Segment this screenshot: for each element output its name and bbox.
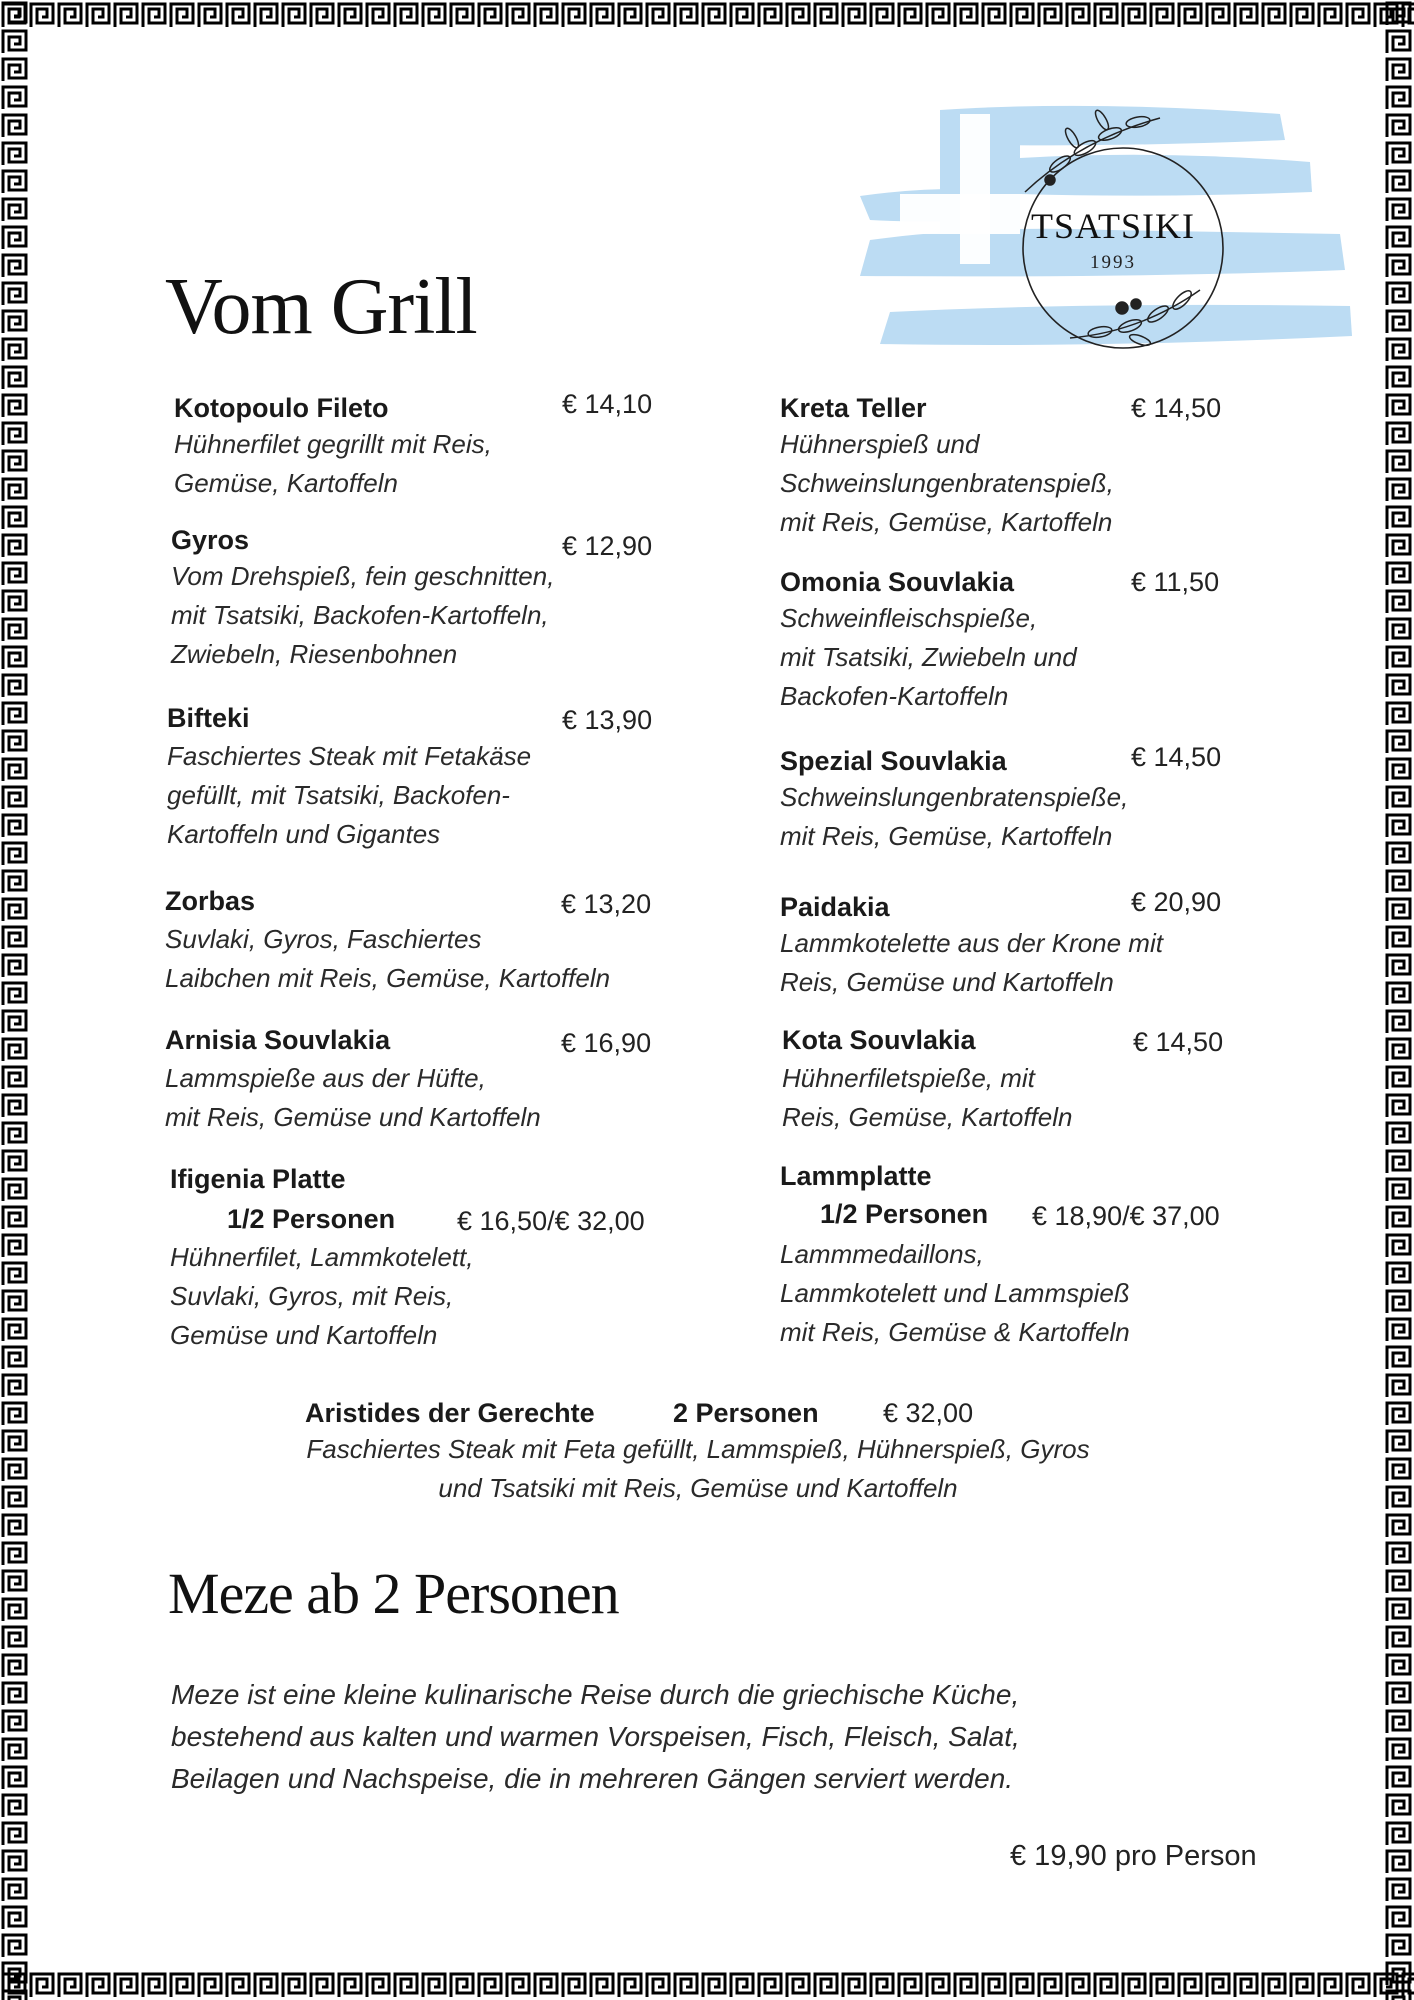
item-price: € 13,20: [561, 889, 652, 919]
item-name: Kotopoulo Fileto: [174, 393, 389, 423]
meze-price: € 19,90 pro Person: [1010, 1840, 1257, 1872]
logo-name: TSATSIKI: [1030, 206, 1195, 246]
item-price: € 14,50: [1133, 1027, 1224, 1057]
featured-name: Aristides der Gerechte: [305, 1398, 595, 1428]
item-price: € 14,50: [1131, 742, 1222, 772]
item-name: Kreta Teller: [780, 393, 927, 423]
item-description: Vom Drehspieß, fein geschnitten, mit Tsatsiki, Backofen-Kartoffeln, Zwiebeln, Riesenbohnen: [171, 561, 555, 669]
item-name: Zorbas: [165, 886, 256, 916]
section-title-vom-grill: Vom Grill: [165, 263, 477, 351]
item-name: Paidakia: [780, 892, 890, 922]
item-price: € 18,90/€ 37,00: [1032, 1201, 1220, 1231]
item-name: Spezial Souvlakia: [780, 746, 1007, 776]
item-description: Schweinslungenbratenspieße, mit Reis, Gemüse, Kartoffeln: [780, 782, 1129, 851]
item-price: € 11,50: [1131, 567, 1220, 597]
item-price: € 14,50: [1131, 393, 1222, 423]
item-description: Lammkotelette aus der Krone mit Reis, Gemüse und Kartoffeln: [780, 928, 1163, 997]
greek-key-border-top: [0, 0, 1414, 30]
item-price: € 16,50/€ 32,00: [457, 1206, 645, 1236]
item-price: € 14,10: [562, 389, 653, 419]
item-description: Hühnerspieß und Schweinslungenbratenspieß, mit Reis, Gemüse, Kartoffeln: [780, 429, 1114, 537]
item-name: Lammplatte: [780, 1161, 932, 1191]
greek-key-border-right: [1384, 0, 1414, 2000]
section-title-meze: Meze ab 2 Personen: [168, 1561, 619, 1626]
featured-description: Faschiertes Steak mit Feta gefüllt, Lammspieß, Hühnerspieß, Gyros und Tsatsiki mit Reis, Gemüse und Kartoffeln: [306, 1434, 1090, 1503]
item-name: Gyros: [171, 525, 250, 555]
greek-key-border-left: [0, 0, 30, 2000]
item-price: € 20,90: [1131, 887, 1222, 917]
logo-year: 1993: [1090, 252, 1136, 273]
featured-persons: 2 Personen: [673, 1398, 819, 1428]
item-description: Hühnerfilet, Lammkotelett, Suvlaki, Gyros, mit Reis, Gemüse und Kartoffeln: [170, 1242, 474, 1350]
item-persons: 1/2 Personen: [227, 1204, 396, 1234]
featured-price: € 32,00: [883, 1398, 974, 1428]
item-name: Kota Souvlakia: [782, 1025, 976, 1055]
item-description: Hühnerfiletspieße, mit Reis, Gemüse, Kartoffeln: [782, 1063, 1073, 1132]
item-name: Ifigenia Platte: [170, 1164, 346, 1194]
item-description: Suvlaki, Gyros, Faschiertes Laibchen mit Reis, Gemüse, Kartoffeln: [165, 924, 611, 993]
item-persons: 1/2 Personen: [820, 1199, 989, 1229]
item-price: € 16,90: [561, 1028, 652, 1058]
item-description: Schweinfleischspieße, mit Tsatsiki, Zwiebeln und Backofen-Kartoffeln: [780, 603, 1077, 711]
item-description: Lammspieße aus der Hüfte, mit Reis, Gemüse und Kartoffeln: [165, 1063, 541, 1132]
item-name: Omonia Souvlakia: [780, 567, 1015, 597]
meze-description: Meze ist eine kleine kulinarische Reise durch die griechische Küche, bestehend aus kalten und warmen Vorspeisen, Fisch, Fleisch, Salat, Beilagen und Nachspeise, die in mehreren Gängen serviert werden.: [171, 1679, 1020, 1794]
item-description: Hühnerfilet gegrillt mit Reis, Gemüse, Kartoffeln: [174, 429, 492, 498]
item-price: € 12,90: [562, 531, 653, 561]
greek-key-border-bottom: [0, 1970, 1414, 2000]
item-name: Bifteki: [167, 703, 250, 733]
featured-item: [0, 1398, 1414, 1508]
item-name: Arnisia Souvlakia: [165, 1025, 391, 1055]
item-description: Faschiertes Steak mit Fetakäse gefüllt, mit Tsatsiki, Backofen- Kartoffeln und Gigantes: [167, 741, 532, 849]
item-price: € 13,90: [562, 705, 653, 735]
item-description: Lammmedaillons, Lammkotelett und Lammspieß mit Reis, Gemüse & Kartoffeln: [780, 1239, 1130, 1347]
